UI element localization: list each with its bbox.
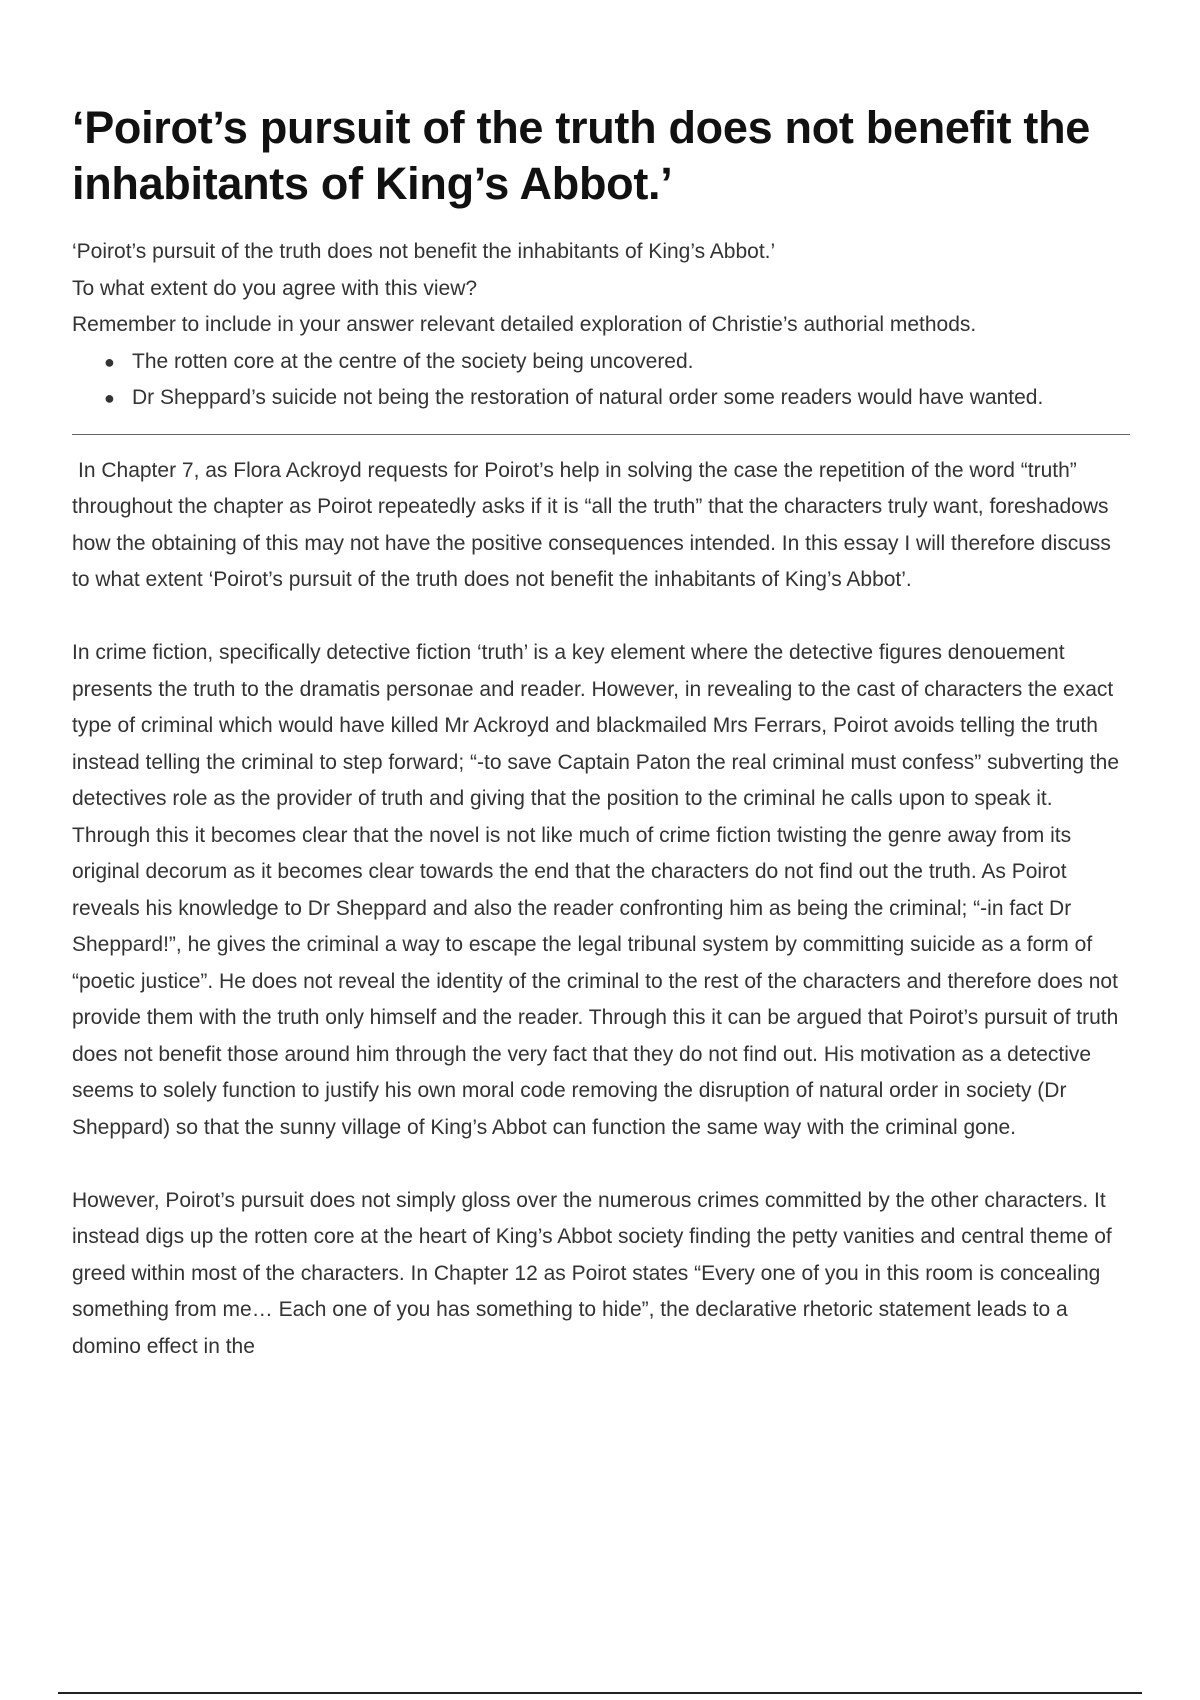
essay-paragraph: In Chapter 7, as Flora Ackroyd requests for Poirot’s help in solving the case the repetition of the word “truth” throughout the chapter as Poirot repeatedly asks if it is “all the truth” that the characters truly want, foreshadows how the obtaining of this may not have the positive consequences intended. In this essay I will therefore discuss to what extent ‘Poirot’s pursuit of the truth does not benefit the inhabitants of King’s Abbot’.: [72, 458, 1111, 591]
page-bottom-rule: [58, 1692, 1142, 1694]
bullet-text: Dr Sheppard’s suicide not being the restoration of natural order some readers would have wanted.: [132, 386, 1044, 409]
bullet-icon: ●: [104, 388, 115, 408]
essay-prompt: [72, 234, 1130, 417]
prompt-instruction: Remember to include in your answer relevant detailed exploration of Christie’s authorial methods.: [72, 313, 977, 336]
bullet-item: [104, 344, 1130, 381]
prompt-quote: ‘Poirot’s pursuit of the truth does not benefit the inhabitants of King’s Abbot.’: [72, 240, 776, 263]
document-page: [72, 100, 1130, 1402]
essay-body: [72, 453, 1130, 1366]
prompt-question: To what extent do you agree with this view?: [72, 276, 478, 300]
bullet-item: [104, 380, 1130, 417]
essay-paragraph: In crime fiction, specifically detective fiction ‘truth’ is a key element where the detective figures denouement presents the truth to the dramatis personae and reader. However, in revealing to the cast of characters the exact type of criminal which would have killed Mr Ackroyd and blackmailed Mrs Ferrars, Poirot avoids telling the truth instead telling the criminal to step forward; “-to save Captain Paton the real criminal must confess” subverting the detectives role as the provider of truth and giving that the position to the criminal he calls upon to speak it. Through this it becomes clear that the novel is not like much of crime fiction twisting the genre away from its original decorum as it becomes clear towards the end that the characters do not find out the truth. As Poirot reveals his knowledge to Dr Sheppard and also the reader confronting him as being the criminal; “-in fact Dr Sheppard!”, he gives the criminal a way to escape the legal tribunal system by committing suicide as a form of “poetic justice”. He does not reveal the identity of the criminal to the rest of the characters and therefore does not provide them with the truth only himself and the reader. Through this it can be argued that Poirot’s pursuit of truth does not benefit those around him through the very fact that they do not find out. His motivation as a detective seems to solely function to justify his own moral code removing the disruption of natural order in society (Dr Sheppard) so that the sunny village of King’s Abbot can function the same way with the criminal gone.: [72, 641, 1119, 1139]
bullet-text: The rotten core at the centre of the society being uncovered.: [132, 349, 694, 373]
section-divider: [72, 434, 1130, 435]
essay-paragraph: However, Poirot’s pursuit does not simply gloss over the numerous crimes committed by the other characters. It instead digs up the rotten core at the heart of King’s Abbot society finding the petty vanities and central theme of greed within most of the characters. In Chapter 12 as Poirot states “Every one of you in this room is concealing something from me… Each one of you has something to hide”, the declarative rhetoric statement leads to a domino effect in the: [72, 1188, 1112, 1358]
bullet-icon: ●: [104, 351, 115, 372]
essay-title: ‘Poirot’s pursuit of the truth does not benefit the inhabitants of King’s Abbot.’: [72, 102, 1090, 209]
prompt-bullet-list: [72, 344, 1130, 417]
